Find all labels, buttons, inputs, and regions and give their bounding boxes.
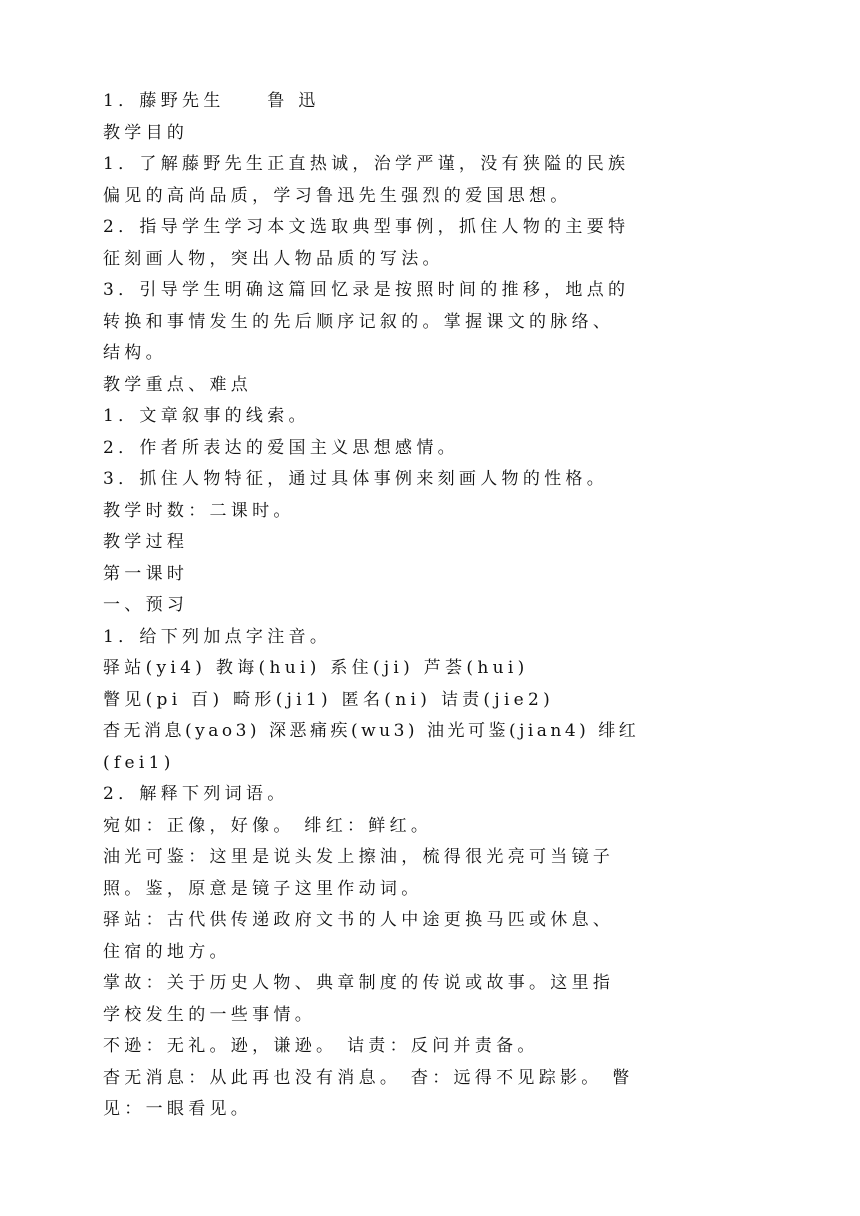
text-line: 结构。	[103, 343, 167, 363]
section-heading-lesson-one: 第一课时	[103, 564, 189, 584]
section-heading-process: 教学过程	[103, 532, 189, 552]
text-line: 见：一眼看见。	[103, 1099, 253, 1119]
text-line: 学校发生的一些事情。	[103, 1005, 316, 1025]
text-line: 油光可鉴：这里是说头发上擦油，梳得很光亮可当镜子	[103, 847, 615, 867]
text-line: 1．文章叙事的线索。	[103, 406, 310, 426]
text-line: 1．了解藤野先生正直热诚，治学严谨，没有狭隘的民族	[103, 154, 630, 174]
text-line: 1．给下列加点字注音。	[103, 627, 332, 647]
section-heading-key-points: 教学重点、难点	[103, 375, 253, 395]
lesson-title: 1．藤野先生 鲁 迅	[103, 91, 320, 111]
text-line: 照。鉴，原意是镜子这里作动词。	[103, 879, 423, 899]
text-line: 宛如：正像，好像。 绯红：鲜红。	[103, 816, 433, 836]
text-line: 3．引导学生明确这篇回忆录是按照时间的推移，地点的	[103, 280, 630, 300]
section-heading-goals: 教学目的	[103, 123, 189, 143]
text-line: 掌故：关于历史人物、典章制度的传说或故事。这里指	[103, 973, 615, 993]
text-line: 偏见的高尚品质，学习鲁迅先生强烈的爱国思想。	[103, 186, 572, 206]
text-line: 2．解释下列词语。	[103, 784, 289, 804]
text-line: 驿站：古代供传递政府文书的人中途更换马匹或休息、	[103, 910, 615, 930]
text-line: 2．指导学生学习本文选取典型事例，抓住人物的主要特	[103, 217, 630, 237]
text-line: 住宿的地方。	[103, 942, 231, 962]
text-line: 杳无消息(yao3) 深恶痛疾(wu3) 油光可鉴(jian4) 绯红	[103, 721, 640, 741]
text-line: 教学时数：二课时。	[103, 501, 295, 521]
text-line: 2．作者所表达的爱国主义思想感情。	[103, 438, 459, 458]
section-heading-preview: 一、预习	[103, 595, 189, 615]
text-line: (fei1)	[103, 753, 175, 773]
text-line: 杳无消息：从此再也没有消息。 杳：远得不见踪影。 瞥	[103, 1068, 634, 1088]
text-line: 转换和事情发生的先后顺序记叙的。掌握课文的脉络、	[103, 312, 615, 332]
text-line: 征刻画人物，突出人物品质的写法。	[103, 249, 444, 269]
text-line: 3．抓住人物特征，通过具体事例来刻画人物的性格。	[103, 469, 609, 489]
text-line: 瞥见(pi 百) 畸形(ji1) 匿名(ni) 诘责(jie2)	[103, 690, 555, 710]
text-line: 不逊：无礼。逊，谦逊。 诘责：反问并责备。	[103, 1036, 539, 1056]
text-line: 驿站(yi4) 教诲(hui) 系住(ji) 芦荟(hui)	[103, 658, 529, 678]
